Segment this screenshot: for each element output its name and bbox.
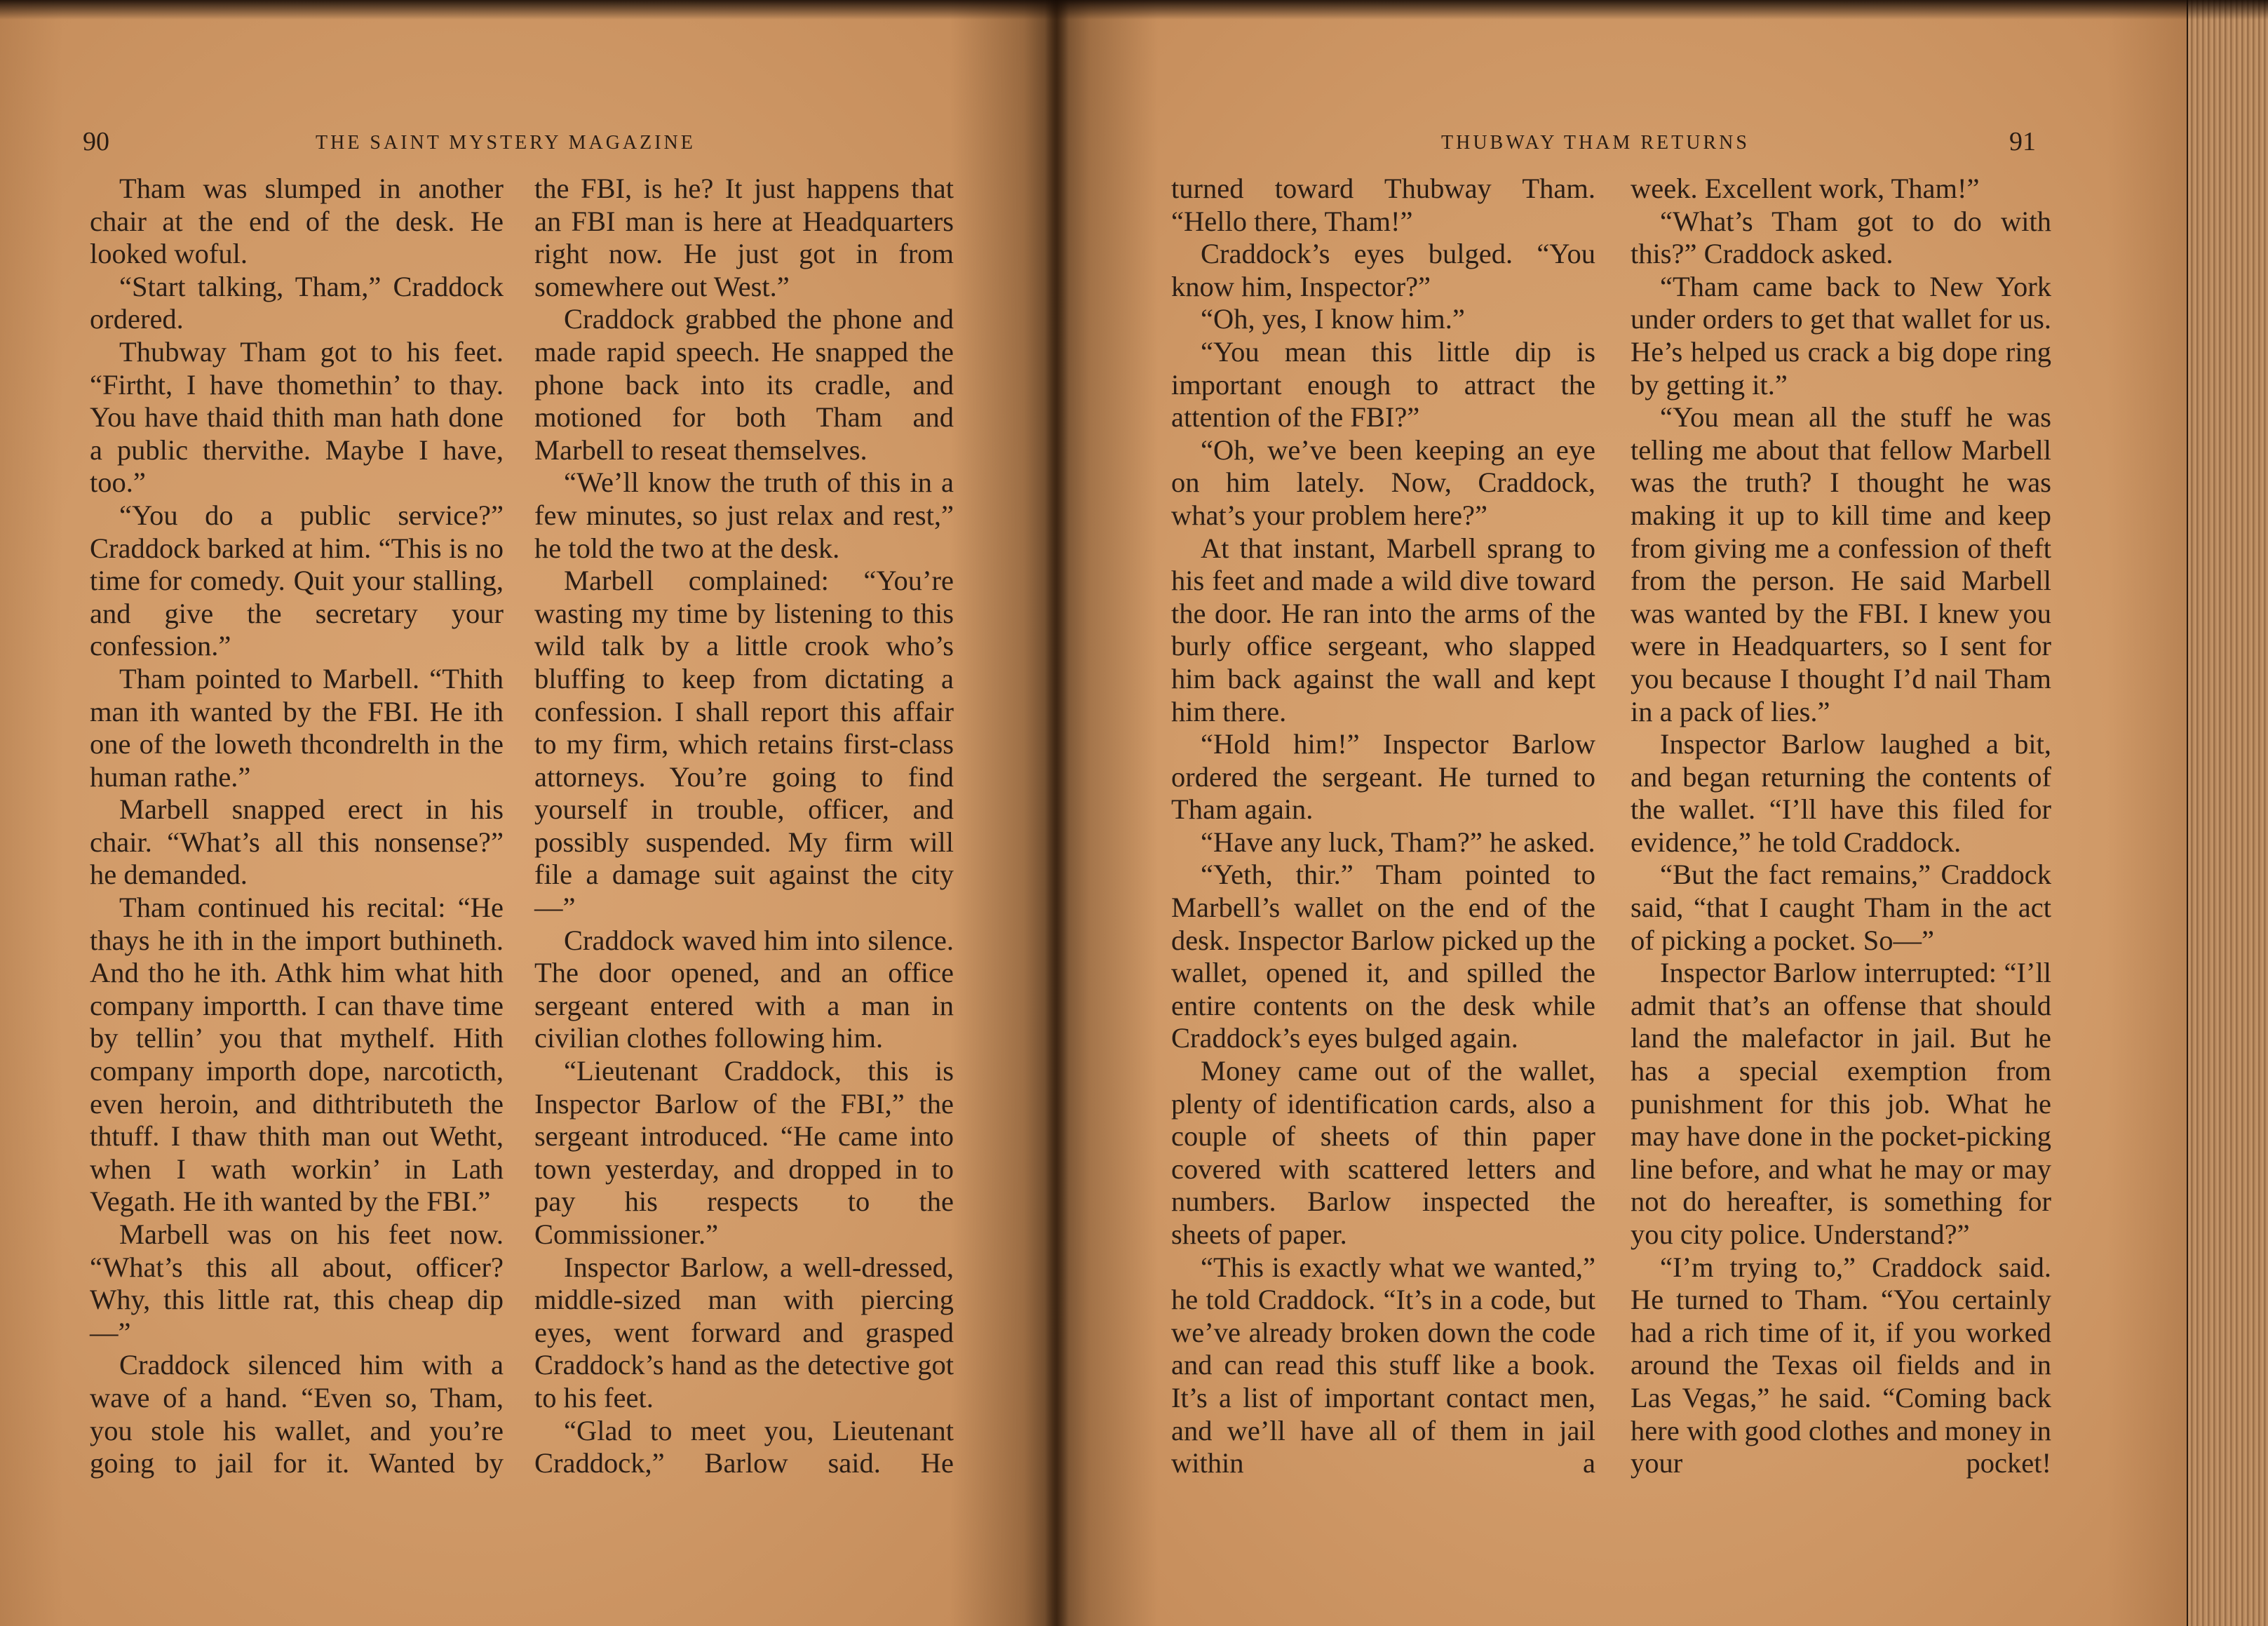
paragraph: “Glad to meet you, Lieutenant Craddock,” Barlow said. He [534,1414,954,1479]
paragraph: Craddock waved him into silence. The door opened, and an office sergeant entered with a man in civilian clothes following him. [534,924,954,1054]
running-head-right: THUBWAY THAM RETURNS [1441,132,1750,154]
paragraph: Thubway Tham got to his feet. “Firtht, I have thomethin’ to thay. You have thaid thith man hath done a public thervithe. Maybe I have, too.” [90,335,504,499]
paragraph: “Have any luck, Tham?” he asked. [1201,826,1595,858]
left-page [0,0,1055,1626]
page-number-right: 91 [2009,127,2036,156]
book-gutter [1045,0,1069,1626]
paragraph: Marbell snapped erect in his chair. “What’s all this nonsense?” he demanded. [90,793,504,891]
paragraph: Marbell complained: “You’re wasting my time by listening to this wild talk by a little crook who’s bluffing to keep from dictating a confession. I shall report this affair to my firm, which retains first-class attorneys. You’re going to find yourself in trouble, officer, and possibly suspended. My firm will file a damage suit against the city—” [534,565,954,924]
paragraph: At that instant, Marbell sprang to his feet and made a wild dive toward the door. He ran into the arms of the burly office sergeant, who slapped him back against the wall and kept him there. [1171,532,1595,727]
left-page-column-1 [90,173,504,1480]
page-number-left: 90 [83,127,109,156]
paragraph: “Yeth, thir.” Tham pointed to Marbell’s wallet on the end of the desk. Inspector Barlow picked up the wallet, opened it, and spilled the entire contents on the desk while Craddock’s eyes bulged again. [1171,859,1595,1054]
paragraph: “Oh, we’ve been keeping an eye on him lately. Now, Craddock, what’s your problem here?” [1171,434,1595,531]
paragraph: Tham continued his recital: “He thays he ith in the import buthineth. And tho he ith. Athk him what hith company importth. I can thave time by tellin’ you that mythelf. Hith company importh dope, narcoticth, even heroin, and dithtributeth the thtuff. I thaw thith man out Wetht, when I wath workin’ in Lath Vegath. He ith wanted by the FBI.” [90,892,504,1218]
paragraph: Craddock grabbed the phone and made rapid speech. He snapped the phone back into its cradle, and motioned for both Tham and Marbell to reseat themselves. [534,303,954,466]
paragraph: “Start talking, Tham,” Craddock ordered. [90,270,504,335]
paragraph: Inspector Barlow laughed a bit, and began returning the contents of the wallet. “I’ll have this filed for evidence,” he told Craddock. [1631,728,2051,858]
paragraph: “You mean this little dip is important enough to attract the attention of the FBI?” [1171,335,1595,434]
paragraph: Tham pointed to Marbell. “Thith man ith wanted by the FBI. He ith one of the loweth thcondrelth in the human rathe.” [90,662,504,793]
right-page-column-2 [1631,173,2051,1480]
paragraph: Marbell was on his feet now. “What’s this all about, officer? Why, this little rat, this cheap dip—” [90,1218,504,1348]
paragraph: “Tham came back to New York under orders to get that wallet for us. He’s helped us crack a big dope ring by getting it.” [1631,270,2051,401]
right-page [1055,0,2199,1626]
paragraph: “You mean all the stuff he was telling me about that fellow Marbell was the truth? I thought he was making it up to kill time and keep from giving me a confession of theft from the person. He said Marbell was wanted by the FBI. I knew you were in Headquarters, so I sent for you because I thought I’d nail Tham in a pack of lies.” [1631,401,2051,727]
paragraph: Inspector Barlow interrupted: “I’ll admit that’s an offense that should land the malefactor in jail. But he has a special exemption from punishment for this job. What he may have done in the pocket-picking line before, and what he may or may not do hereafter, is something for you city police. Understand?” [1631,957,2051,1250]
paragraph: “Hold him!” Inspector Barlow ordered the sergeant. He turned to Tham again. [1171,728,1595,826]
paragraph: Inspector Barlow, a well-dressed, middle-sized man with piercing eyes, went forward and grasped Craddock’s hand as the detective got to his feet. [534,1251,954,1413]
paragraph: Craddock’s eyes bulged. “You know him, Inspector?” [1171,238,1595,302]
top-shadow [0,0,2268,20]
paragraph: turned toward Thubway Tham. “Hello there, Tham!” [1171,173,1595,237]
paragraph: week. Excellent work, Tham!” [1631,173,1980,204]
paragraph: “What’s Tham got to do with this?” Craddock asked. [1631,205,2051,270]
paragraph: Craddock silenced him with a wave of a hand. “Even so, Tham, you stole his wallet, and you’re going to jail for it. Wanted by [90,1349,504,1479]
paragraph: “But the fact remains,” Craddock said, “that I caught Tham in the act of picking a pocket. So—” [1631,859,2051,956]
paragraph: “You do a public service?” Craddock barked at him. “This is no time for comedy. Quit your stalling, and give the secretary your confession.” [90,499,504,662]
paragraph: Money came out of the wallet, plenty of identification cards, also a couple of sheets of thin paper covered with scattered letters and numbers. Barlow inspected the sheets of paper. [1171,1055,1595,1250]
left-page-column-2 [534,173,954,1480]
paragraph: “I’m trying to,” Craddock said. He turned to Tham. “You certainly had a rich time of it, if you worked around the Texas oil fields and in Las Vegas,” he said. “Coming back here with good clothes and money in your pocket! [1631,1251,2051,1479]
paragraph: “Oh, yes, I know him.” [1201,303,1465,335]
running-head-left: THE SAINT MYSTERY MAGAZINE [316,132,696,154]
paragraph: “We’ll know the truth of this in a few minutes, so just relax and rest,” he told the two at the desk. [534,466,954,564]
paragraph: “Lieutenant Craddock, this is Inspector Barlow of the FBI,” the sergeant introduced. “He came into town yesterday, and dropped in to pay his respects to the Commissioner.” [534,1055,954,1250]
paragraph: Tham was slumped in another chair at the end of the desk. He looked woful. [90,173,504,270]
paragraph: the FBI, is he? It just happens that an FBI man is here at Headquarters right now. He just got in from somewhere out West.” [534,173,954,302]
paragraph: “This is exactly what we wanted,” he told Craddock. “It’s in a code, but we’ve already broken down the code and can read this stuff like a book. It’s a list of important contact men, and we’ll have all of them in jail within a [1171,1251,1595,1479]
right-page-column-1 [1171,173,1595,1480]
page-block-edges [2188,0,2268,1626]
